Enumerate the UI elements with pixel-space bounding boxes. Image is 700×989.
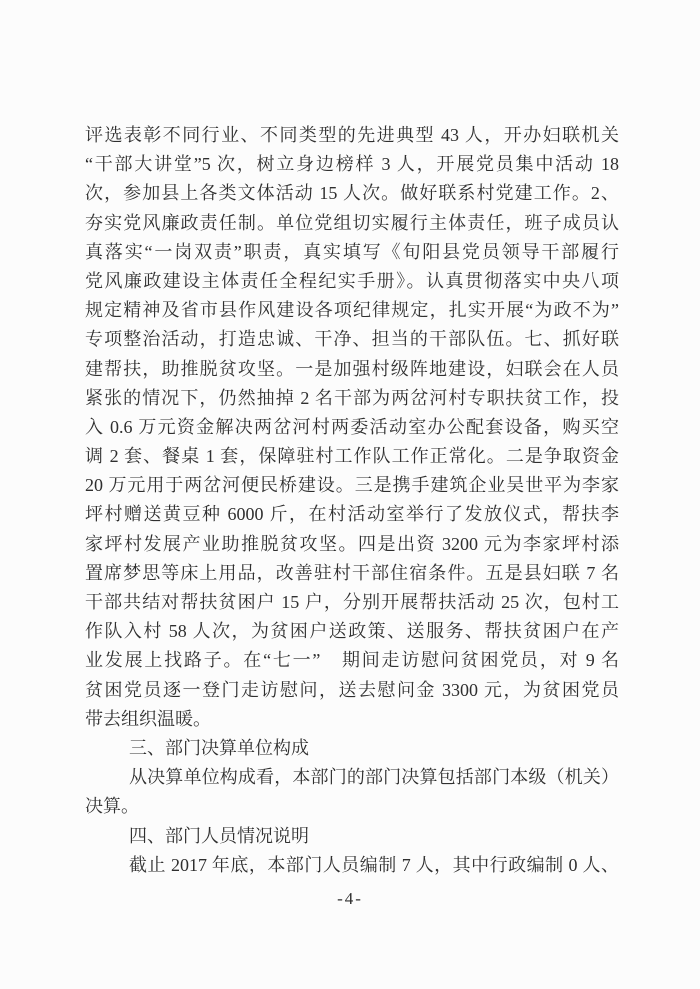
text-line: 次，参加县上各类文体活动 15 人次。做好联系村党建工作。2、	[85, 183, 619, 204]
text-line: 规定精神及省市县作风建设各项纪律规定，扎实开展“为政不为”	[85, 300, 619, 321]
text-line: 决算。	[85, 796, 139, 817]
text-line: 四、部门人员情况说明	[129, 825, 309, 846]
text-line: 家坪村发展产业助推脱贫攻坚。四是出资 3200 元为李家坪村添	[85, 533, 619, 554]
text-line: “干部大讲堂”5 次，树立身边榜样 3 人，开展党员集中活动 18	[85, 154, 619, 175]
text-line: 专项整治活动，打造忠诚、干净、担当的干部队伍。七、抓好联	[85, 329, 619, 350]
text-line: 置席梦思等床上用品，改善驻村干部住宿条件。五是县妇联 7 名	[85, 562, 619, 583]
text-line: 紧张的情况下，仍然抽掉 2 名干部为两岔河村专职扶贫工作，投	[85, 387, 619, 408]
text-line: 党风廉政建设主体责任全程纪实手册》。认真贯彻落实中央八项	[85, 270, 619, 291]
text-line: 截止 2017 年底，本部门人员编制 7 人，其中行政编制 0 人、	[129, 854, 619, 875]
text-line: 入 0.6 万元资金解决两岔河村两委活动室办公配套设备，购买空	[85, 416, 619, 437]
body-text	[85, 121, 619, 880]
page-number: -4-	[337, 889, 363, 908]
text-line: 20 万元用于两岔河便民桥建设。三是携手建筑企业吴世平为李家	[85, 475, 619, 496]
text-line: 作队入村 58 人次，为贫困户送政策、送服务、帮扶贫困户在产	[85, 621, 619, 642]
text-line: 夯实党风廉政责任制。单位党组切实履行主体责任，班子成员认	[85, 212, 619, 233]
text-line: 真落实“一岗双责”职责，真实填写《旬阳县党员领导干部履行	[85, 241, 619, 262]
text-line: 贫困党员逐一登门走访慰问，送去慰问金 3300 元，为贫困党员	[85, 679, 619, 700]
text-line: 坪村赠送黄豆种 6000 斤，在村活动室举行了发放仪式，帮扶李	[85, 504, 619, 525]
text-line: 调 2 套、餐桌 1 套，保障驻村工作队工作正常化。二是争取资金	[85, 446, 619, 467]
text-line: 带去组织温暖。	[85, 708, 211, 729]
text-line: 建帮扶，助推脱贫攻坚。一是加强村级阵地建设，妇联会在人员	[85, 358, 619, 379]
text-line: 业发展上找路子。在“七一” 期间走访慰问贫困党员，对 9 名	[85, 650, 619, 671]
text-line: 干部共结对帮扶贫困户 15 户，分别开展帮扶活动 25 次，包村工	[85, 592, 619, 612]
text-line: 从决算单位构成看，本部门的部门决算包括部门本级（机关）	[129, 767, 619, 788]
text-line: 评选表彰不同行业、不同类型的先进典型 43 人，开办妇联机关	[85, 125, 619, 145]
text-line: 三、部门决算单位构成	[129, 737, 309, 758]
